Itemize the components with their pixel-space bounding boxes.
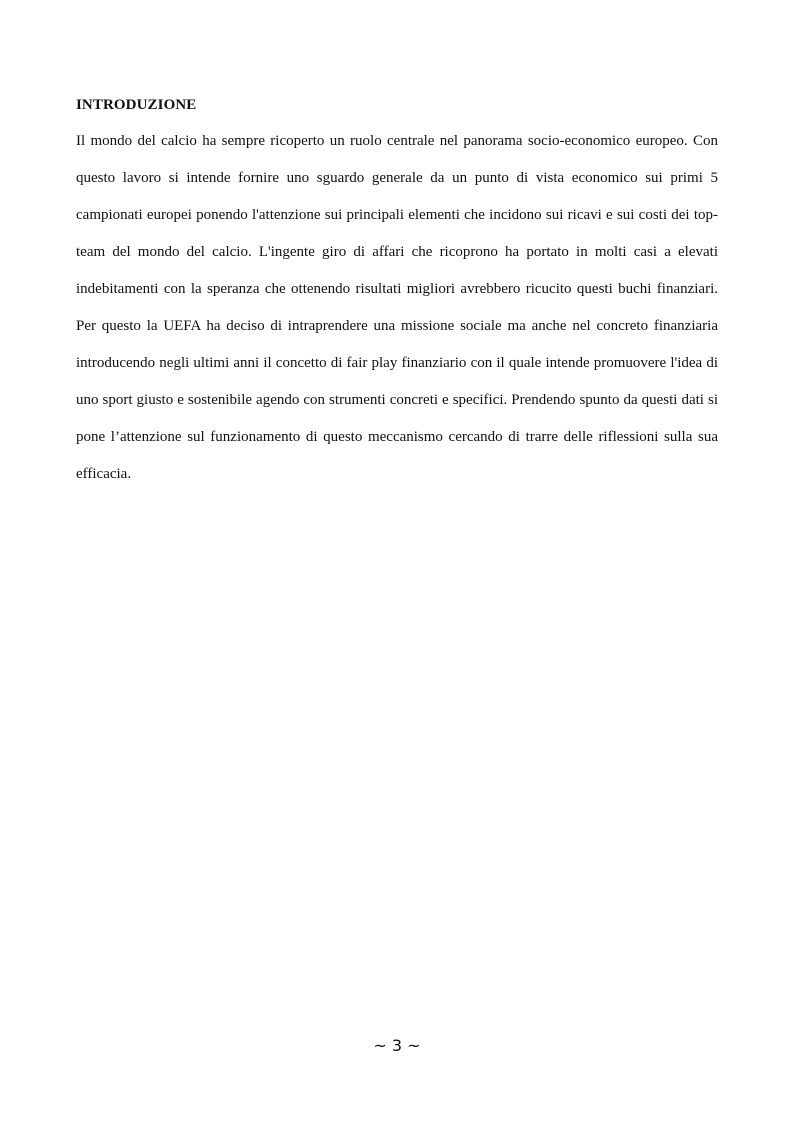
- introduction-paragraph: Il mondo del calcio ha sempre ricoperto un ruolo centrale nel panorama socio-economico europeo. Con questo lavoro si intende fornire uno sguardo generale da un punto di vista economico sui primi 5 campionati europei ponendo l'attenzione sui principali elementi che incidono sui ricavi e sui costi dei top-team del mondo del calcio. L'ingente giro di affari che ricoprono ha portato in molti casi a elevati indebitamenti con la speranza che ottenendo risultati migliori avrebbero ricucito questi buchi finanziari. Per questo la UEFA ha deciso di intraprendere una missione sociale ma anche nel concreto finanziaria introducendo negli ultimi anni il concetto di fair play finanziario con il quale intende promuovere l'idea di uno sport giusto e sostenibile agendo con strumenti concreti e specifici. Prendendo spunto da questi dati si pone l’attenzione sul funzionamento di questo meccanismo cercando di trarre delle riflessioni sulla sua efficacia.: [76, 133, 718, 482]
- page-number: ~ 3 ~: [373, 1036, 421, 1055]
- section-heading: INTRODUZIONE: [76, 97, 197, 113]
